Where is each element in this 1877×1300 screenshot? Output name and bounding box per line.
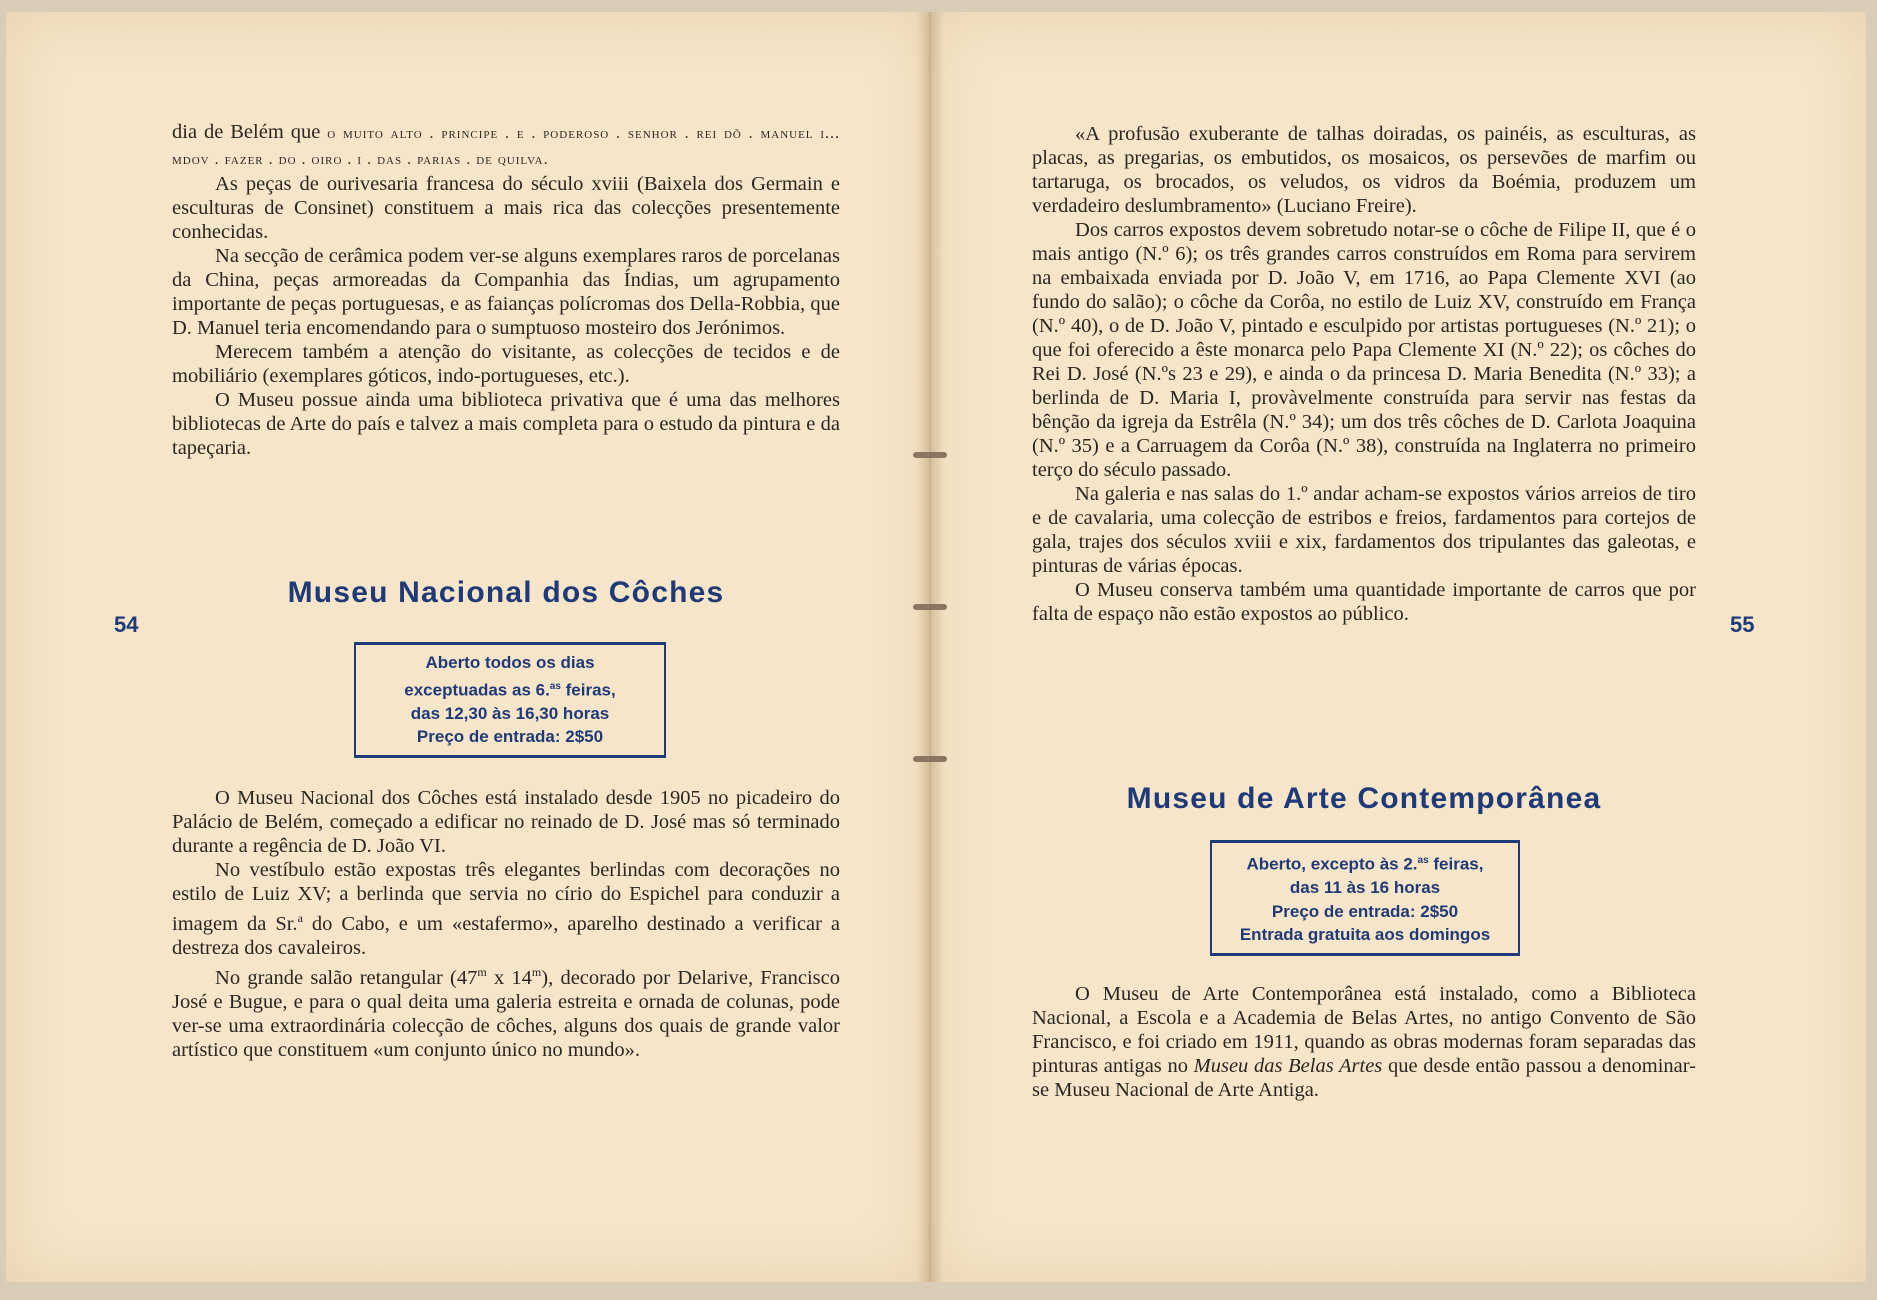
coches-hours-line-2-pre: exceptuadas as 6. <box>404 680 550 700</box>
coches-hours-line-2 <box>364 675 656 702</box>
left-paragraph-8-c: ), decorado por Delarive, Francisco José e Bugue, e para o qual deita uma galeria estreita e ornada de colunas, pode ver-se uma extraordinária colecção de côches, alguns dos quais de grande valor artístico que constituem «um conjunto único no mundo». <box>172 966 840 1061</box>
right-paragraph-3: Na galeria e nas salas do 1.º andar acham-se expostos vários arreios de tiro e de cavalaria, uma colecção de estribos e freios, fardamentos para cortejos de gala, trajes dos séculos xviii e xix, fardamentos dos tripulantes das galeotas, e pinturas de várias épocas. <box>1032 483 1696 577</box>
coches-hours-line-1: Aberto todos os dias <box>425 653 595 672</box>
contemporanea-hours-box <box>1210 840 1520 956</box>
left-paragraph-8-b: x 14 <box>486 966 532 989</box>
right-paragraph-5-a: O Museu de Arte Contemporânea está instalado, como a Biblioteca Nacional, a Escola e a Academia de Belas Artes, no antigo Convento de São Francisco, e foi criado em 1911, quando as obras modernas foram separadas das pinturas antigas no <box>1032 983 1696 1077</box>
left-paragraph-7-a: No vestíbulo estão expostas três elegantes berlindas com decorações no estilo de Luiz XV; a berlinda que servia no círio do Espichel para conduzir a imagem da Sr. <box>172 859 840 935</box>
left-paragraph-7 <box>172 858 840 960</box>
coches-hours-box <box>354 642 666 758</box>
right-paragraph-2: Dos carros expostos devem sobretudo notar-se o côche de Filipe II, que é o mais antigo (N.º 6); os três grandes carros construídos em Roma para servirem na embaixada enviada por D. João V, em 1716, ao Papa Clemente XVI (ao fundo do salão); o côche da Corôa, no estilo de Luiz XV, construído em França (N.º 40), o de D. João V, pintado e esculpido por artistas portugueses (N.º 21); o que foi oferecido a êste monarca pelo Papa Clemente XI (N.º 22); os côches do Rei D. José (N.ºs 23 e 29), e ainda o da princesa D. Maria Benedita (N.º 33); a berlinda de D. Maria I, provàvelmente construída para servir nas festas da bênção da igreja da Estrêla (N.º 34); um dos três côches de D. Carlota Joaquina (N.º 35) e a Carruagem da Corôa (N.º 38), construída na Inglaterra no primeiro terço do século passado. <box>1032 219 1696 481</box>
left-column-bottom <box>172 786 840 1062</box>
right-paragraph-5-italic: Museu das Belas Artes <box>1193 1055 1383 1077</box>
left-paragraph-1 <box>172 120 840 172</box>
staple-bottom <box>913 756 947 762</box>
heading-museu-arte-contemporanea: Museu de Arte Contemporânea <box>1126 782 1602 815</box>
left-paragraph-6: O Museu Nacional dos Côches está instalado desde 1905 no picadeiro do Palácio de Belém, começado a edificar no reinado de D. José mas só terminado durante a regência de D. João VI. <box>172 787 840 857</box>
contemporanea-hours-line-2: das 11 às 16 horas <box>1289 878 1441 898</box>
contemporanea-free-entry-line: Entrada gratuita aos domingos <box>1239 925 1491 945</box>
page-number-left: 54 <box>114 612 139 637</box>
staple-top <box>913 452 947 458</box>
right-paragraph-4: O Museu conserva também uma quantidade importante de carros que por falta de espaço não estão expostos ao público. <box>1032 579 1696 625</box>
contemporanea-hours-line-1-post: feiras, <box>1428 854 1484 874</box>
contemporanea-hours-line-1-sup: as <box>1417 855 1429 866</box>
contemporanea-hours-line-1 <box>1220 849 1510 876</box>
left-paragraph-8-sup-2: m <box>531 964 542 979</box>
left-paragraph-4: Merecem também a atenção do visitante, as colecções de tecidos e de mobiliário (exemplares góticos, indo-portugueses, etc.). <box>172 341 840 387</box>
coches-hours-line-2-sup: as <box>549 680 561 692</box>
page-number-right: 55 <box>1730 612 1755 637</box>
left-paragraph-8-sup-1: m <box>477 964 487 979</box>
coches-hours-line-2-post: feiras, <box>560 680 616 700</box>
left-paragraph-8 <box>172 960 840 1062</box>
left-paragraph-5: O Museu possue ainda uma biblioteca privativa que é uma das melhores bibliotecas de Arte do país e talvez a mais completa para o estudo da pintura e da tapeçaria. <box>172 389 840 459</box>
left-paragraph-1-text: dia de Belém que <box>172 121 321 143</box>
coches-hours-line-3: das 12,30 às 16,30 horas <box>410 703 610 723</box>
left-paragraph-3: Na secção de cerâmica podem ver-se alguns exemplares raros de porcelanas da China, peças armoreadas da Companhia das Índias, um agrupamento importante de peças portuguesas, e as faianças polícromas dos Della-Robbia, que D. Manuel teria encomendando para o sumptuoso mosteiro dos Jerónimos. <box>172 245 840 339</box>
right-paragraph-1: «A profusão exuberante de talhas doiradas, os painéis, as esculturas, as placas, as pregarias, os embutidos, os mosaicos, os persevões de marfim ou tartaruga, os brocados, os veludos, os vidros da Boémia, produzem um verdadeiro deslumbramento» (Luciano Freire). <box>1032 123 1696 217</box>
contemporanea-price-line: Preço de entrada: 2$50 <box>1271 901 1459 921</box>
coches-price-line: Preço de entrada: 2$50 <box>416 727 604 747</box>
book-gutter <box>916 12 944 1282</box>
contemporanea-hours-line-1-pre: Aberto, excepto às 2. <box>1246 854 1418 874</box>
right-column-bottom <box>1032 982 1696 1102</box>
staple-middle <box>913 604 947 610</box>
left-paragraph-7-sup: a <box>297 911 303 925</box>
left-column-top <box>172 120 840 460</box>
inscription-text: o muito alto . principe . e . poderoso . senhor . rei dõ . manuel i... mdov . fazer . do . oiro . i . das . parias . de quilva. <box>172 125 840 168</box>
left-paragraph-7-b: do Cabo, e um «estafermo», aparelho destinado a verificar a destreza dos cavaleiros. <box>172 912 841 959</box>
left-paragraph-8-a: No grande salão retangular (47 <box>215 966 478 989</box>
right-paragraph-5 <box>1032 982 1696 1102</box>
right-column-top <box>1032 122 1696 626</box>
left-paragraph-2: As peças de ourivesaria francesa do século xviii (Baixela dos Germain e esculturas de Consinet) constituem a mais rica das colecções presentemente conhecidas. <box>172 173 840 243</box>
heading-museu-coches: Museu Nacional dos Côches <box>287 576 725 609</box>
right-paragraph-5-b: que desde então passou a denominar-se Museu Nacional de Arte Antiga. <box>1032 1055 1697 1101</box>
